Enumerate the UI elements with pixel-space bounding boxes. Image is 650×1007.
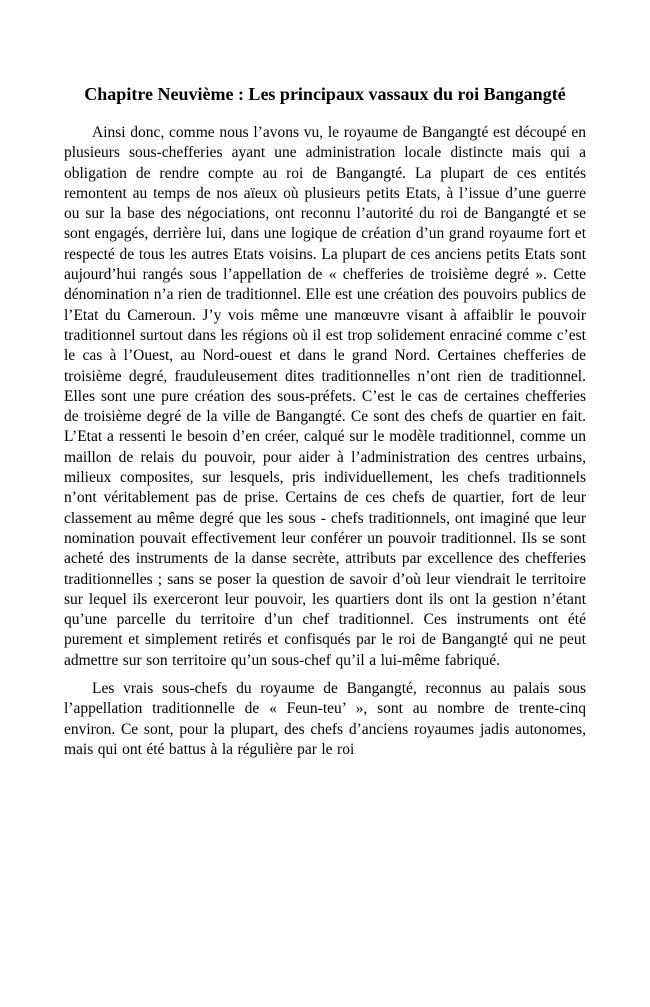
- paragraph-2: Les vrais sous-chefs du royaume de Bangangté, reconnus au palais sous l’appellation traditionnelle de « Feun-teu’ », sont au nombre de trente-cinq environ. Ce sont, pour la plupart, des chefs d’anciens royaumes jadis autonomes, mais qui ont été battus à la régulière par le roi: [64, 680, 586, 758]
- chapter-title: Chapitre Neuvième : Les principaux vassaux du roi Bangangté: [84, 84, 566, 104]
- paragraph-1: Ainsi donc, comme nous l’avons vu, le royaume de Bangangté est découpé en plusieurs sous-chefferies ayant une administration locale distincte mais qui a obligation de rendre compte au roi de Bangangté. La plupart de ces entités remontent au temps de nos aïeux où plusieurs petits Etats, à l’issue d’une guerre ou sur la base des négociations, ont reconnu l’autorité du roi de Bangangté et se sont engagés, derrière lui, dans une logique de création d’un grand royaume fort et respecté de tous les autres Etats voisins. La plupart de ces anciens petits Etats sont aujourd’hui rangés sous l’appellation de « chefferies de troisième degré ». Cette dénomination n’a rien de traditionnel. Elle est une création des pouvoirs publics de l’Etat du Cameroun. J’y vois même une manœuvre visant à affaiblir le pouvoir traditionnel surtout dans les régions où il est trop solidement enraciné comme c’est le cas à l’Ouest, au Nord-ouest et dans le grand Nord. Certaines chefferies de troisième degré, frauduleusement dites traditionnelles n’ont rien de traditionnel. Elles sont une pure création des sous-préfets. C’est le cas de certaines chefferies de troisième degré de la ville de Bangangté. Ce sont des chefs de quartier en fait. L’Etat a ressenti le besoin d’en créer, calqué sur le modèle traditionnel, comme un maillon de relais du pouvoir, pour aider à l’administration des centres urbains, milieux composites, sur lesquels, pris individuellement, les chefs traditionnels n’ont véritablement pas de prise. Certains de ces chefs de quartier, fort de leur classement au même degré que les sous - chefs traditionnels, ont imaginé que leur nomination pouvait effectivement leur conférer un pouvoir traditionnel. Ils se sont acheté des instruments de la danse secrète, attributs par excellence des chefferies traditionnelles ; sans se poser la question de savoir d’où leur viendrait le territoire sur lequel ils exerceront leur pouvoir, les quartiers dont ils ont la gestion n’étant qu’une parcelle du territoire d’un chef traditionnel. Ces instruments ont été purement et simplement retirés et confisqués par le roi de Bangangté qui ne peut admettre sur son territoire qu’un sous-chef qu’il a lui-même fabriqué.: [64, 124, 586, 669]
